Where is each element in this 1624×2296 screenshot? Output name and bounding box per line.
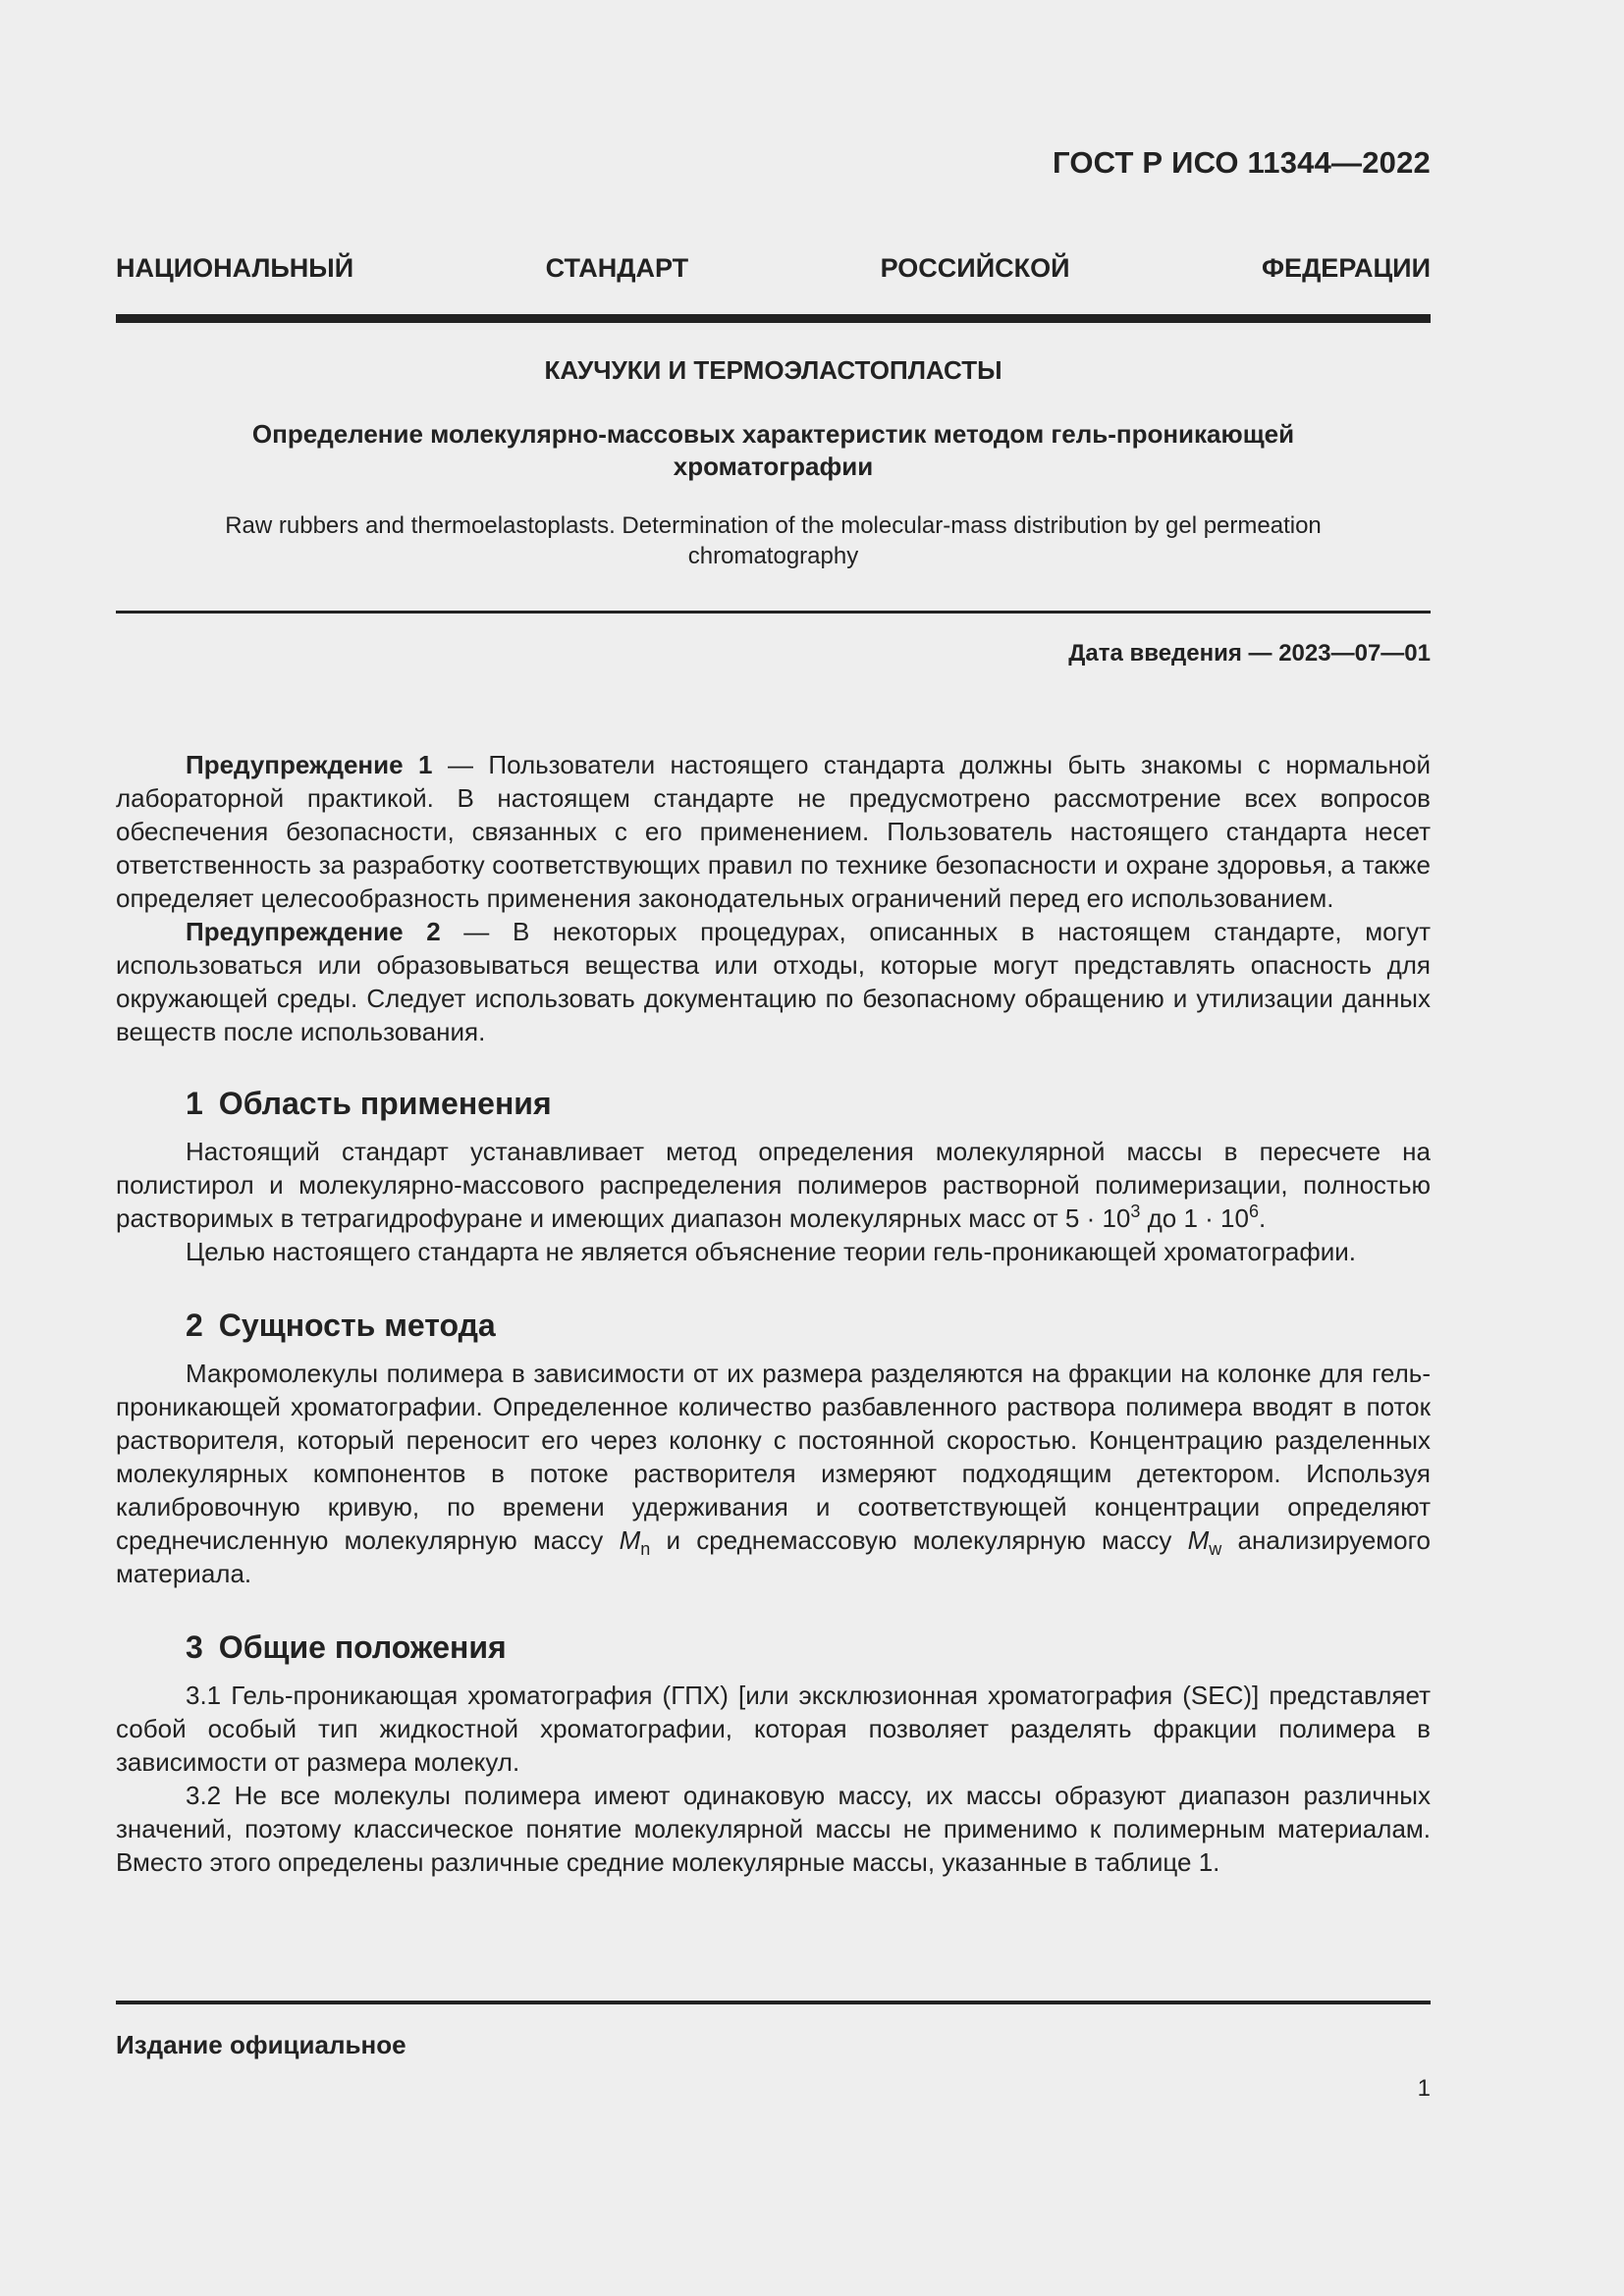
section-2-text-b: и среднемассовую молекулярную массу xyxy=(650,1525,1188,1555)
document-title: КАУЧУКИ И ТЕРМОЭЛАСТОПЛАСТЫ xyxy=(544,355,1002,385)
section-1-p1-end: . xyxy=(1258,1203,1267,1233)
section-3-title: Общие положения xyxy=(218,1629,507,1665)
warning-2-text: — В некоторых процедурах, описанных в настоящем стандарте, могут использоваться или образовываться вещества или отходы, которые могут представлять опасность для окружающей среды. Следует использовать документацию по безопасному обращению и утилизации данных веществ после использования. xyxy=(116,917,1432,1046)
section-1-p1-mid: до 1 · 10 xyxy=(1140,1203,1249,1233)
national-standard-heading xyxy=(116,253,1431,284)
document-number: ГОСТ Р ИСО 11344—2022 xyxy=(1052,145,1431,180)
exponent-2: 6 xyxy=(1248,1201,1259,1221)
document-subtitle: Определение молекулярно-массовых характеристик методом гель-проникающей хроматографии xyxy=(251,419,1295,481)
symbol-mw: M xyxy=(1187,1525,1210,1555)
introduction-date: Дата введения — 2023—07—01 xyxy=(1068,640,1431,667)
section-2-number: 2 xyxy=(186,1308,203,1343)
section-1-number: 1 xyxy=(186,1086,203,1121)
warning-2 xyxy=(116,915,1431,1048)
warning-1 xyxy=(116,748,1431,915)
warning-2-label: Предупреждение 2 xyxy=(186,917,441,946)
national-word-2: СТАНДАРТ xyxy=(545,253,689,283)
edition-label: Издание официальное xyxy=(116,2030,406,2059)
section-2-heading xyxy=(116,1306,1431,1345)
section-2-text-a: Макромолекулы полимера в зависимости от их размера разделяются на фракции на колонке для гель-проникающей хроматографии. Определенное количество разбавленного раствора полимера вводят в поток растворителя, который переносит его через колонку с постоянной скоростью. Концентрацию разделенных молекулярных компонентов в потоке растворителя измеряют подходящим детектором. Используя калибровочную кривую, по времени удерживания и соответствующей концентрации определяют среднечисленную молекулярную массу xyxy=(116,1359,1431,1555)
national-word-1: НАЦИОНАЛЬНЫЙ xyxy=(116,253,354,283)
national-word-3: РОССИЙСКОЙ xyxy=(880,253,1070,283)
section-1-p1-text: Настоящий стандарт устанавливает метод определения молекулярной массы в пересчете на полистирол и молекулярно-массового распределения полимеров растворной полимеризации, полностью растворимых в тетрагидрофуране и имеющих диапазон молекулярных масс от 5 · 10 xyxy=(116,1137,1431,1233)
subscript-w: w xyxy=(1209,1539,1222,1559)
section-3-paragraph-1: 3.1 Гель-проникающая хроматография (ГПХ) [или эксклюзионная хроматография (SEC)] представляет собой особый тип жидкостной хроматографии, которая позволяет разделять фракции полимера в зависимости от размера молекул. xyxy=(116,1681,1431,1777)
section-1-heading xyxy=(116,1084,1431,1123)
section-3-number: 3 xyxy=(186,1629,203,1665)
title-divider xyxy=(116,611,1431,614)
section-3-paragraph-2: 3.2 Не все молекулы полимера имеют одинаковую массу, их массы образуют диапазон различных значений, поэтому классическое понятие молекулярной массы не применимо к полимерным материалам. Вместо этого определены различные средние молекулярные массы, указанные в таблице 1. xyxy=(116,1781,1431,1877)
document-body xyxy=(116,748,1431,1879)
section-2-title: Сущность метода xyxy=(218,1308,496,1343)
footer-divider xyxy=(116,2001,1431,2004)
english-title: Raw rubbers and thermoelastoplasts. Determination of the molecular-mass distribution by gel permeation chromatography xyxy=(225,512,1322,569)
section-1-paragraph-2: Целью настоящего стандарта не является объяснение теории гель-проникающей хроматографии. xyxy=(186,1237,1357,1266)
warning-1-label: Предупреждение 1 xyxy=(186,750,433,779)
exponent-1: 3 xyxy=(1130,1201,1141,1221)
section-3-heading xyxy=(116,1628,1431,1667)
header-divider-thick xyxy=(116,314,1431,323)
subscript-n: n xyxy=(640,1539,651,1559)
page-number: 1 xyxy=(1417,2075,1431,2102)
section-1-title: Область применения xyxy=(218,1086,552,1121)
section-2-text-c: анализируемого материала. xyxy=(116,1525,1431,1588)
section-1-paragraph-1 xyxy=(116,1135,1431,1235)
warning-1-text: — Пользователи настоящего стандарта должны быть знакомы с нормальной лабораторной практикой. В настоящем стандарте не предусмотрено рассмотрение всех вопросов обеспечения безопасности, связанных с его применением. Пользователь настоящего стандарта несет ответственность за разработку соответствующих правил по технике безопасности и охране здоровья, а также определяет целесообразность применения законодательных ограничений перед его использованием. xyxy=(116,750,1432,913)
section-2-paragraph xyxy=(116,1357,1431,1590)
symbol-mn: M xyxy=(619,1525,641,1555)
national-word-4: ФЕДЕРАЦИИ xyxy=(1262,253,1431,283)
